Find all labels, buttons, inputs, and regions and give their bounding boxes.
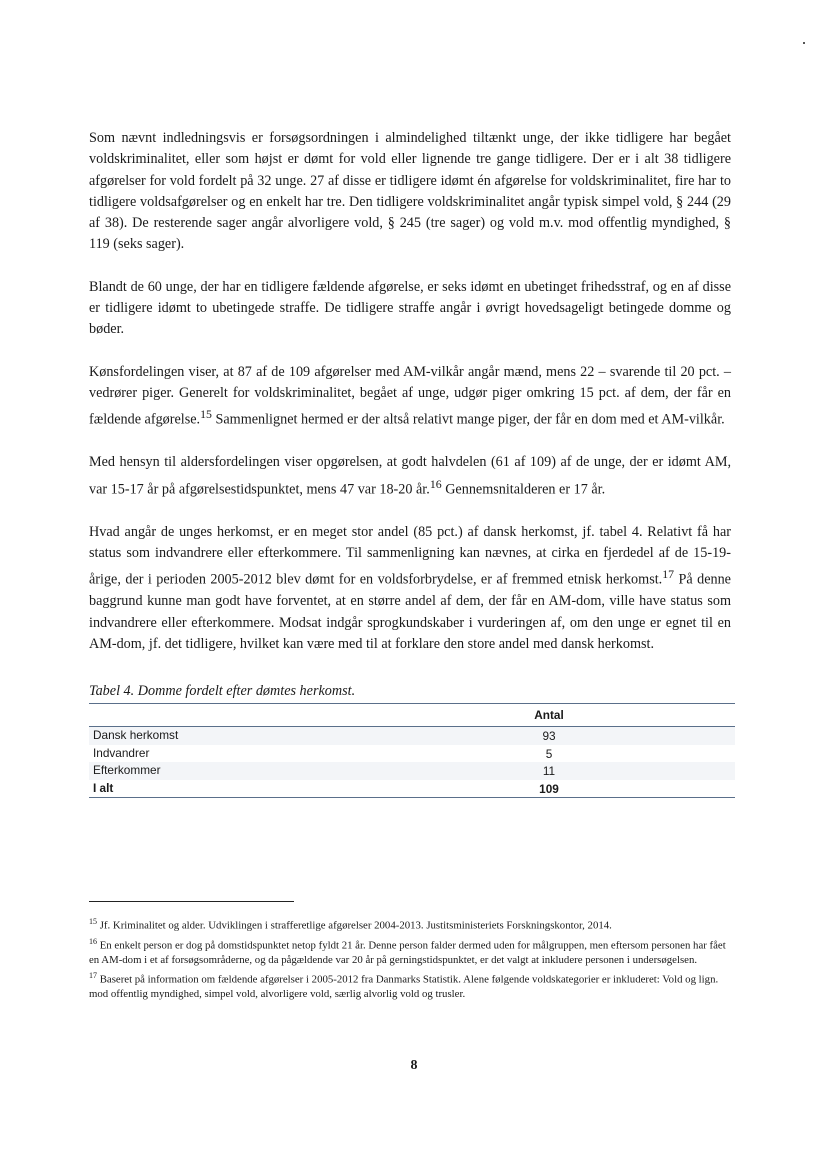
paragraph-4-text: Med hensyn til aldersfordelingen viser opgørelsen, at godt halvdelen (61 af 109) af de unge, der er idømt AM, var 15-17 år på afgørelsestidspunktet, mens 47 var 18-20 år. (89, 454, 731, 498)
paragraph-1: Som nævnt indledningsvis er forsøgsordningen i almindelighed tiltænkt unge, der ikke tidligere har begået voldskriminalitet, eller som højst er dømt for vold eller lignende tre gange tidligere. Der er i alt 38 tidligere afgørelser for vold fordelt på 32 unge. 27 af disse er tidligere idømt én afgørelse for voldskriminalitet, fire har to tidligere voldsafgørelser og en enkelt har tre. Den tidligere voldskriminalitet angår typisk simpel vold, § 244 (29 af 38). De resterende sager angår alvorligere vold, § 245 (tre sager) og vold m.v. mod offentlig myndighed, § 119 (seks sager). (89, 130, 731, 253)
row-value: 93 (542, 729, 556, 744)
footnote-text: Baseret på information om fældende afgørelser i 2005-2012 fra Danmarks Statistik. Alene følgende voldskategorier er inkluderet: Vold og lign. mod offentlig myndighed, simpel vold, alvorligere vold, særlig alvorlig vold og trusler. (89, 973, 719, 1000)
paragraph-4-rest: Gennemsnitalderen er 17 år. (441, 481, 606, 498)
footnote-17 (89, 969, 731, 1001)
footnote-text: En enkelt person er dog på domstidspunktet netop fyldt 21 år. Denne person falder dermed uden for målgruppen, men eftersom personen har fået en AM-dom i et af forsøgsområderne, og da pågældende var 20 år på gerningstidspunktet, er det valgt at inkludere personen i undersøgelsen. (89, 939, 726, 966)
row-value: 5 (545, 746, 553, 761)
row-label: Dansk herkomst (93, 728, 179, 743)
paragraph-5-text: Hvad angår de unges herkomst, er en meget stor andel (85 pct.) af dansk herkomst, jf. tabel 4. Relativt få har status som indvandrere eller efterkommere. Til sammenligning kan nævnes, at cirka en fjerdedel af de 15-19-årige, der i perioden 2005-2012 blev dømt for en voldsforbrydelse, er af fremmed etnisk herkomst. (89, 523, 731, 588)
paragraph-5 (89, 522, 731, 656)
table-bottom-rule (89, 797, 735, 798)
page-body (89, 128, 731, 798)
footnote-number: 16 (89, 936, 97, 946)
footnotes (89, 915, 731, 1003)
paragraph-3-text: Kønsfordelingen viser, at 87 af de 109 afgørelser med AM-vilkår angår mænd, mens 22 – svarende til 20 pct. – vedrører piger. Generelt for voldskriminalitet, begået af unge, udgør piger omkring 15 pct. af dem, der får en fældende afgørelse. (89, 363, 731, 428)
table-row (89, 727, 735, 745)
footnote-separator (89, 901, 294, 902)
row-value: 109 (539, 781, 559, 796)
row-value: 11 (542, 764, 556, 779)
paragraph-4 (89, 452, 731, 500)
footnote-text: Jf. Kriminalitet og alder. Udviklingen i strafferetlige afgørelser 2004-2013. Justitsministeriets Forskningskontor, 2014. (99, 919, 612, 932)
footnote-ref-15[interactable]: 15 (200, 407, 212, 422)
footnote-ref-16[interactable]: 16 (429, 476, 442, 491)
footnote-number: 15 (89, 917, 97, 926)
row-label: Efterkommer (93, 763, 161, 778)
footnote-ref-17[interactable]: 17 (662, 567, 675, 582)
table-row (89, 762, 735, 780)
table-row (89, 745, 735, 763)
row-label: I alt (93, 780, 114, 795)
table-row-total (89, 780, 735, 798)
paragraph-3 (89, 362, 731, 432)
column-header-antal: Antal (534, 708, 564, 723)
footnote-number: 17 (89, 970, 97, 980)
page-number: 8 (410, 1058, 418, 1073)
footnote-15 (89, 915, 731, 933)
herkomst-table (89, 703, 735, 798)
paragraph-2: Blandt de 60 unge, der har en tidligere fældende afgørelse, er seks idømt en ubetinget frihedsstraf, og en af disse er tidligere idømt to ubetingede straffe. De tidligere straffe angår i øvrigt hovedsageligt betingede domme og bøder. (89, 278, 731, 338)
scan-speck (803, 42, 805, 44)
paragraph-3-rest: Sammenlignet hermed er der altså relativt mange piger, der får en dom med et AM-vilkår. (211, 412, 725, 428)
table-header-row (89, 704, 735, 726)
footnote-16 (89, 935, 731, 967)
row-label: Indvandrer (93, 745, 150, 760)
table-caption: Tabel 4. Domme fordelt efter dømtes herkomst. (89, 683, 356, 700)
paragraph-5-rest: På denne baggrund kunne man godt have forventet, at en større andel af dem, der får en AM-dom, ville have status som indvandrere eller efterkommere. Modsat indgår sprogkundskaber i vurderingen af, om den unge er egnet til en AM-dom, jf. det tidligere, hvilket kan være med til at forklare den store andel med dansk herkomst. (89, 571, 731, 652)
